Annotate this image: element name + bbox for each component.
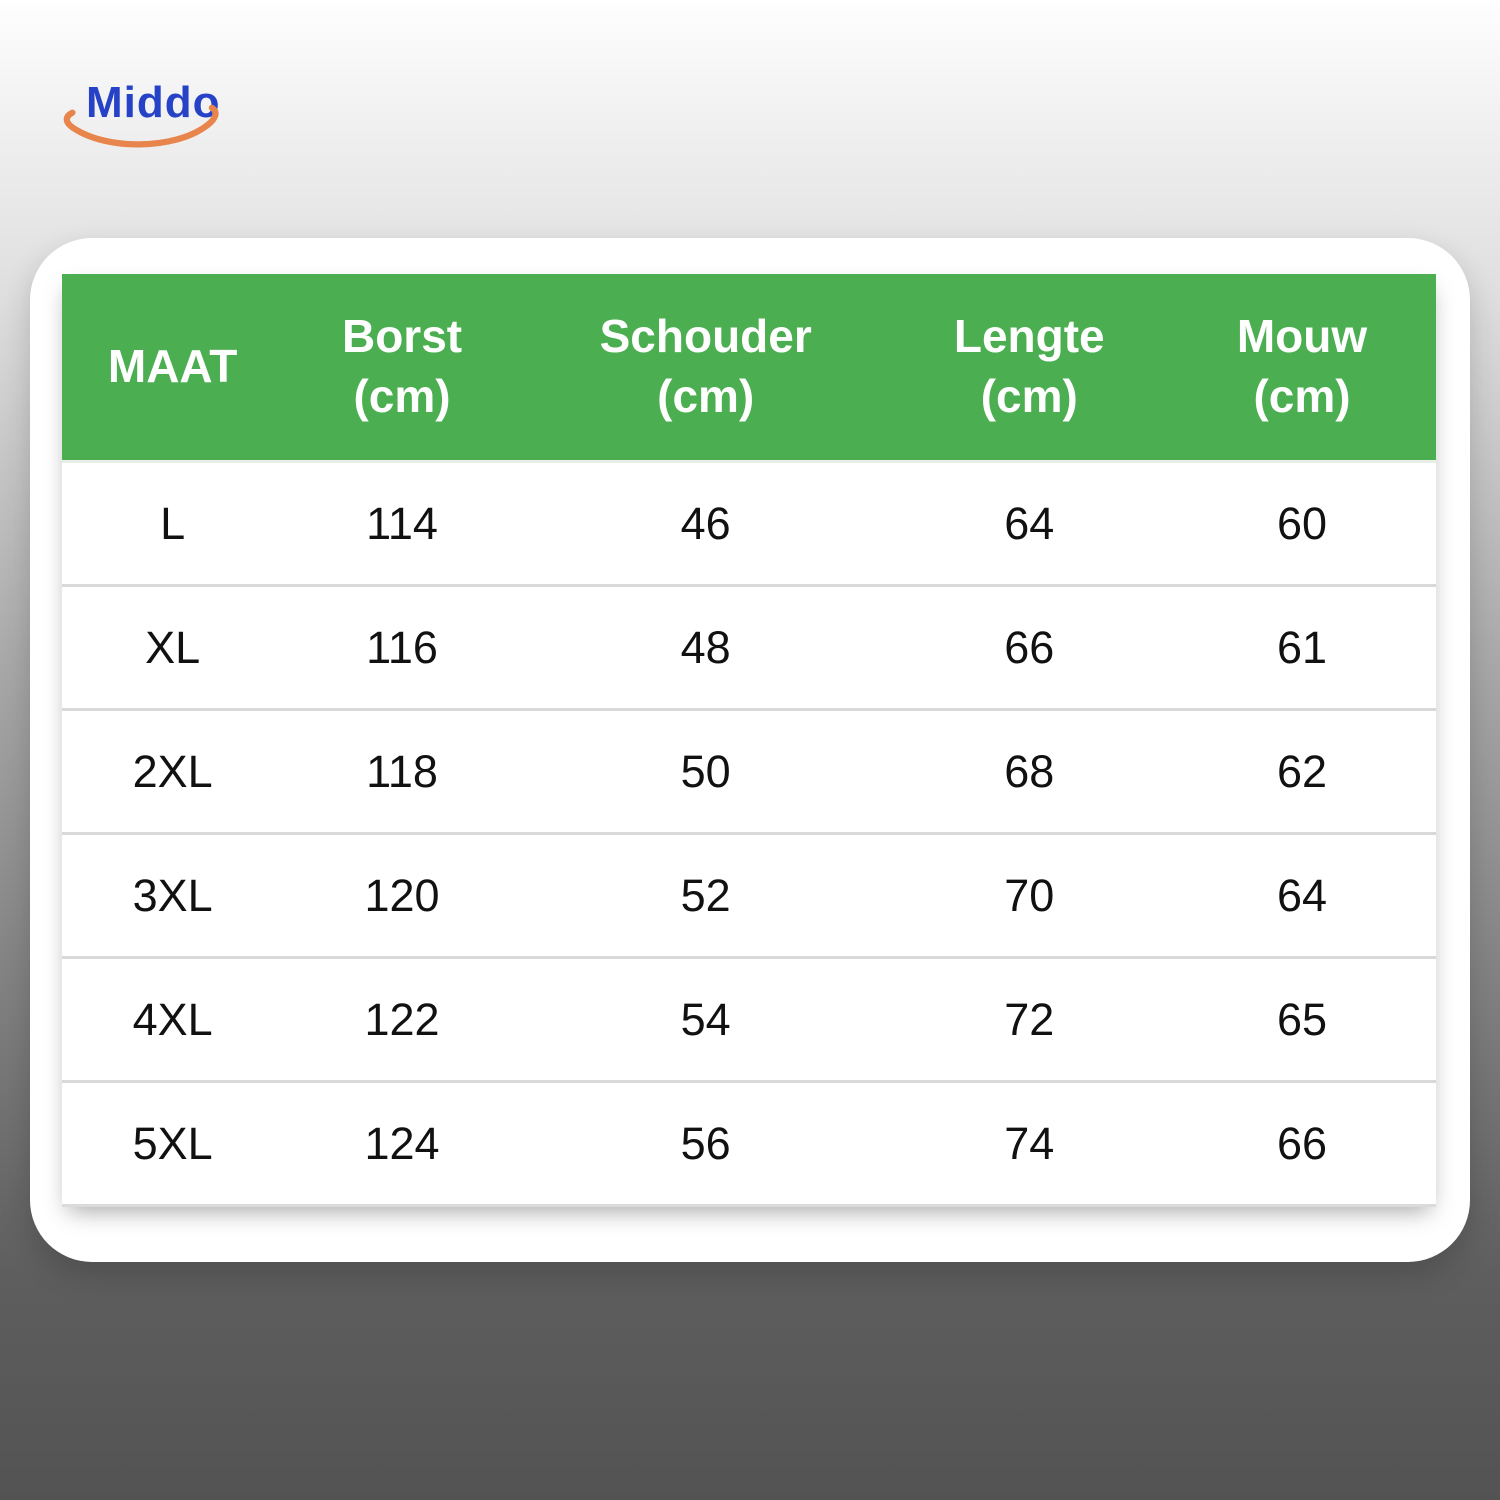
table-row-l: [62, 462, 1436, 586]
table-row-4xl: [62, 958, 1436, 1082]
measurement-cell: 52: [521, 834, 891, 958]
measurement-cell: 48: [521, 586, 891, 710]
measurement-cell: 54: [521, 958, 891, 1082]
brand-logo-text: Middo: [86, 78, 221, 127]
table-header-row: [62, 274, 1436, 462]
measurement-cell: 72: [890, 958, 1168, 1082]
table-row-5xl: [62, 1082, 1436, 1206]
brand-logo: [60, 78, 250, 158]
table-body: [62, 462, 1436, 1206]
measurement-cell: 124: [283, 1082, 521, 1206]
measurement-cell: 114: [283, 462, 521, 586]
measurement-cell: 64: [1168, 834, 1436, 958]
size-cell: 3XL: [62, 834, 283, 958]
size-cell: XL: [62, 586, 283, 710]
measurement-cell: 60: [1168, 462, 1436, 586]
measurement-cell: 122: [283, 958, 521, 1082]
size-cell: 5XL: [62, 1082, 283, 1206]
measurement-cell: 70: [890, 834, 1168, 958]
column-header-schouder: Schouder (cm): [521, 274, 891, 462]
measurement-cell: 118: [283, 710, 521, 834]
smile-swoosh-icon: [60, 104, 232, 154]
measurement-cell: 61: [1168, 586, 1436, 710]
column-header-maat: MAAT: [62, 274, 283, 462]
column-header-borst: Borst (cm): [283, 274, 521, 462]
measurement-cell: 56: [521, 1082, 891, 1206]
measurement-cell: 50: [521, 710, 891, 834]
table-row-2xl: [62, 710, 1436, 834]
table-header: [62, 274, 1436, 462]
column-header-mouw: Mouw (cm): [1168, 274, 1436, 462]
measurement-cell: 120: [283, 834, 521, 958]
measurement-cell: 66: [1168, 1082, 1436, 1206]
table-row-3xl: [62, 834, 1436, 958]
size-cell: L: [62, 462, 283, 586]
measurement-cell: 66: [890, 586, 1168, 710]
measurement-cell: 116: [283, 586, 521, 710]
size-cell: 2XL: [62, 710, 283, 834]
size-chart-table: [62, 274, 1436, 1207]
size-chart-card: [30, 238, 1470, 1262]
table-row-xl: [62, 586, 1436, 710]
measurement-cell: 68: [890, 710, 1168, 834]
measurement-cell: 64: [890, 462, 1168, 586]
measurement-cell: 46: [521, 462, 891, 586]
measurement-cell: 62: [1168, 710, 1436, 834]
size-cell: 4XL: [62, 958, 283, 1082]
measurement-cell: 65: [1168, 958, 1436, 1082]
column-header-lengte: Lengte (cm): [890, 274, 1168, 462]
measurement-cell: 74: [890, 1082, 1168, 1206]
